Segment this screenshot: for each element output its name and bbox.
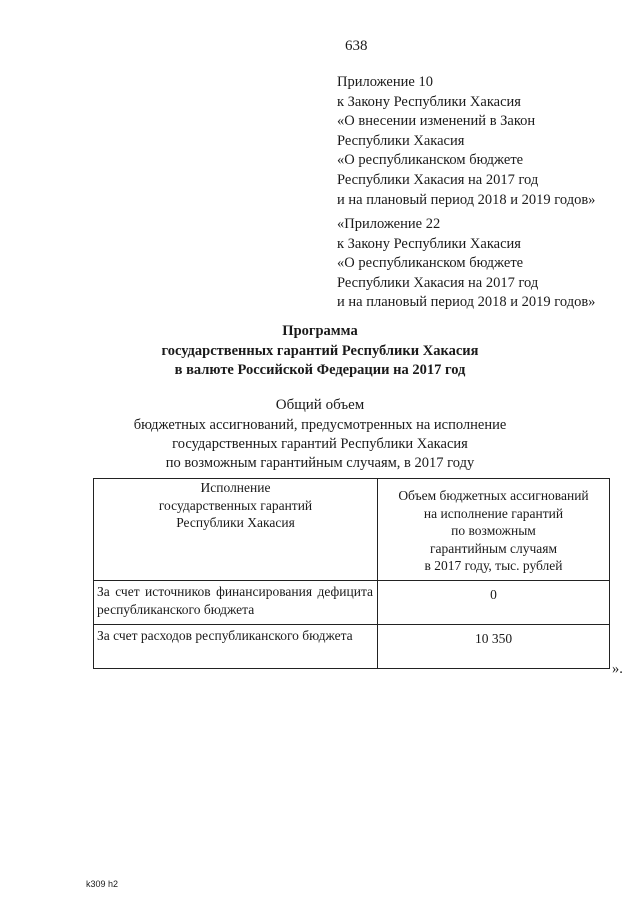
row-label: За счет источников финансирования дефицита республиканского бюджета [94,581,378,625]
appendix-10-line: «О внесении изменений в Закон [337,113,536,130]
header-execution-line: Республики Хакасия [176,515,295,530]
program-title [0,322,640,381]
subtitle-heading: Общий объем [275,397,365,413]
header-volume-line: в 2017 году, тыс. рублей [424,558,563,573]
program-title-line: Программа [282,323,358,339]
appendix-22-line: Республики Хакасия на 2017 год [337,274,539,291]
closing-quote: ». [612,661,623,677]
appendix-10-line: Республики Хакасия [337,132,465,149]
header-volume-line: по возможным [451,523,536,538]
subtitle-line: государственных гарантий Республики Хакасия [172,436,468,452]
subtitle-line: по возможным гарантийным случаям, в 2017 году [165,455,475,471]
appendix-22-block [337,215,595,313]
row-value: 0 [378,581,610,625]
table-header-row [94,479,610,581]
appendix-10-line: Приложение 10 [337,74,433,90]
header-volume-line: Объем бюджетных ассигнований [398,488,589,503]
appendix-22-line: к Закону Республики Хакасия [337,235,521,252]
footer-code: k309 h2 [86,879,119,889]
appendix-22-line: и на плановый период 2018 и 2019 годов» [337,294,596,311]
appendix-10-line: «О республиканском бюджете [337,152,524,169]
header-volume-line: на исполнение гарантий [423,505,564,521]
row-label: За счет расходов республиканского бюджета [94,625,378,669]
program-title-line: государственных гарантий Республики Хакасия [161,342,479,359]
table-row [94,581,610,625]
appendix-10-line: к Закону Республики Хакасия [337,93,521,110]
subtitle-line: бюджетных ассигнований, предусмотренных на исполнение [133,417,507,433]
appendix-10-block [337,73,595,210]
header-volume [378,479,610,581]
subtitle [0,396,640,473]
appendix-22-line: «О республиканском бюджете [337,255,524,272]
guarantees-table [93,478,610,669]
row-value: 10 350 [378,625,610,669]
table-row [94,625,610,669]
program-title-line: в валюте Российской Федерации на 2017 год [174,362,466,378]
appendix-22-line: «Приложение 22 [337,216,441,232]
page-number: 638 [345,38,368,54]
header-volume-line: гарантийным случаям [429,540,558,556]
header-execution-line: Исполнение [200,480,271,495]
appendix-10-line: Республики Хакасия на 2017 год [337,171,539,188]
header-execution [94,479,378,581]
appendix-10-line: и на плановый период 2018 и 2019 годов» [337,191,596,208]
header-execution-line: государственных гарантий [158,497,313,513]
